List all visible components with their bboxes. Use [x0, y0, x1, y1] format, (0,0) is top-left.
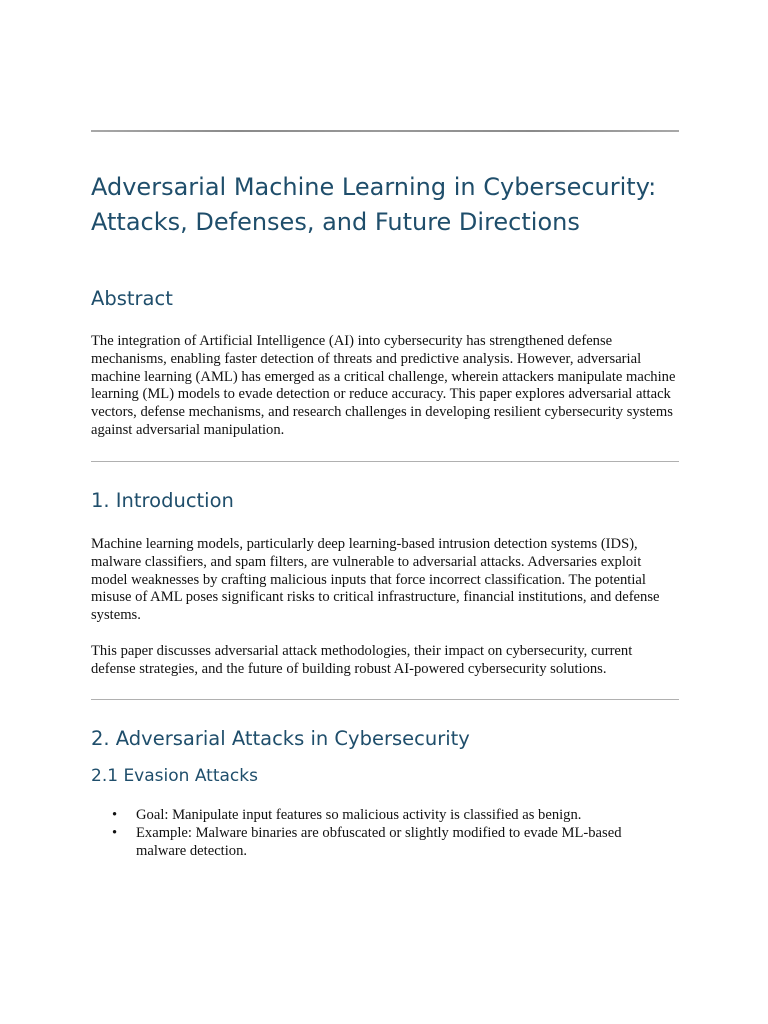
abstract-heading: Abstract — [91, 287, 173, 310]
attacks-heading: 2. Adversarial Attacks in Cybersecurity — [91, 727, 470, 750]
introduction-paragraph-2: This paper discusses adversarial attack methodologies, their impact on cybersecurity, current defense strategies, and the future of building robust AI-powered cybersecurity solutions. — [91, 643, 633, 677]
abstract-text: The integration of Artificial Intelligence (AI) into cybersecurity has strengthened defense mechanisms, enabling faster detection of threats and predictive analysis. However, adversarial machine learning (AML) has emerged as a critical challenge, wherein attackers manipulate machine learning (ML) models to evade detection or reduce accuracy. This paper explores adversarial attack vectors, defense mechanisms, and research challenges in developing resilient cybersecurity systems against adversarial manipulation. — [91, 333, 676, 438]
list-item — [91, 825, 636, 861]
evasion-attacks-heading: 2.1 Evasion Attacks — [91, 766, 258, 786]
bullet-dot-icon: • — [112, 824, 118, 841]
bullet-dot-icon: • — [112, 807, 118, 823]
top-divider — [91, 130, 679, 132]
introduction-paragraph-1: Machine learning models, particularly deep learning-based intrusion detection systems (IDS), malware classifiers, and spam filters, are vulnerable to adversarial attacks. Adversaries exploit model weaknesses by crafting malicious inputs that force incorrect classification. The potential misuse of AML poses significant risks to critical infrastructure, financial institutions, and defense systems. — [91, 536, 660, 624]
bullet-text-goal: Goal: Manipulate input features so malicious activity is classified as benign. — [136, 807, 582, 823]
list-item — [91, 807, 636, 825]
section-divider-2 — [91, 699, 679, 700]
evasion-bullet-list — [91, 807, 679, 860]
paper-title: Adversarial Machine Learning in Cybersecurity: Attacks, Defenses, and Future Directions — [91, 173, 657, 236]
bullet-text-example: Example: Malware binaries are obfuscated or slightly modified to evade ML-based malware detection. — [136, 824, 622, 859]
introduction-heading: 1. Introduction — [91, 489, 234, 512]
section-divider-1 — [91, 461, 679, 462]
